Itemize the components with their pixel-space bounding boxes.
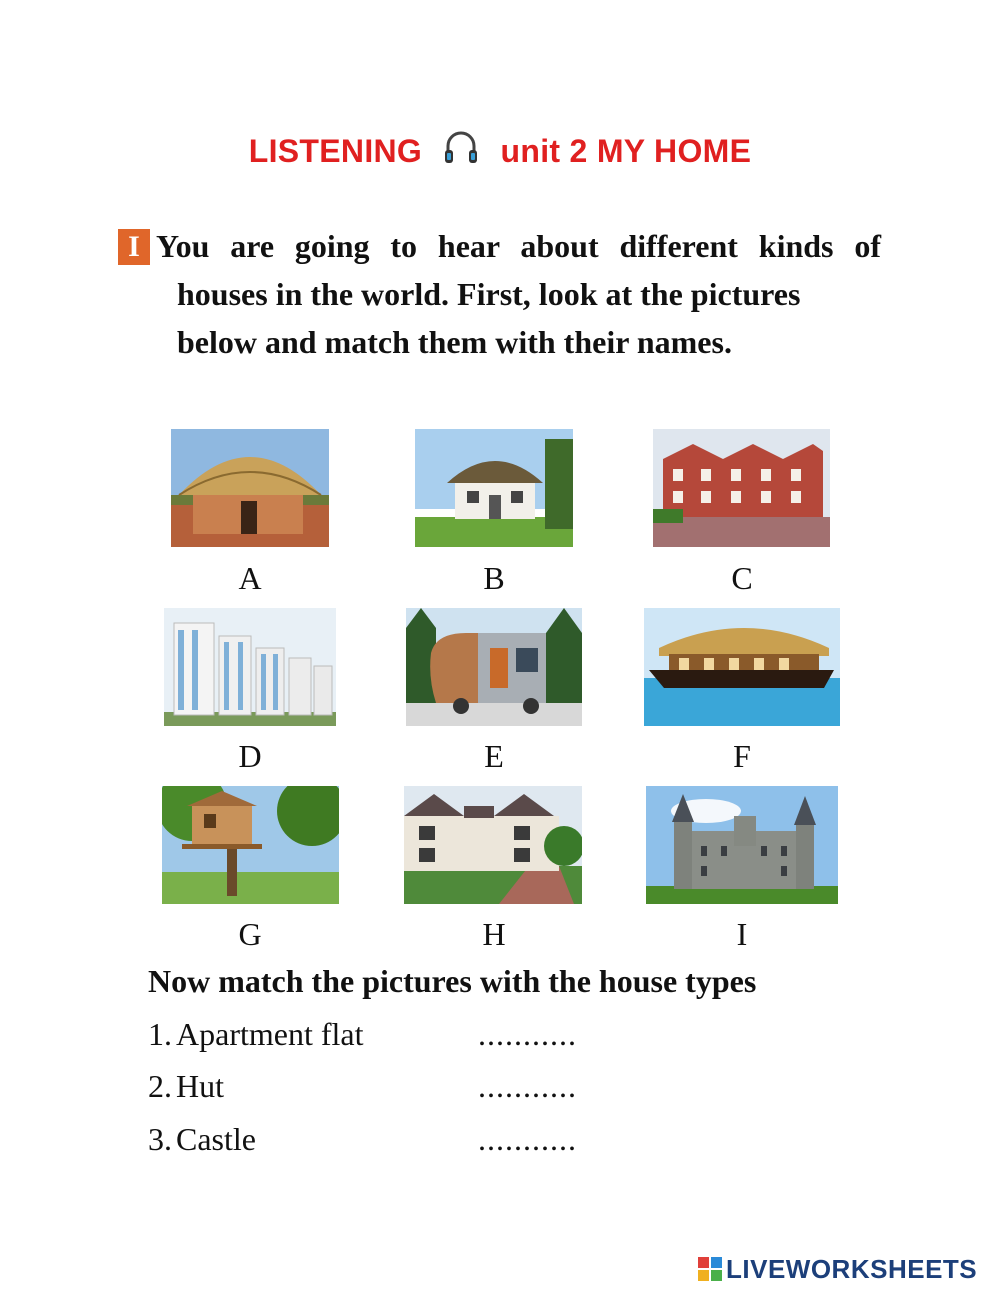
matching-item-2 bbox=[148, 1068, 224, 1105]
matching-item-1 bbox=[148, 1016, 363, 1053]
picture-label: C bbox=[731, 560, 753, 596]
answer-blank-3[interactable]: ........... bbox=[478, 1121, 577, 1157]
worksheet-title bbox=[0, 128, 1000, 176]
picture-h-semi-detached-houses bbox=[404, 786, 582, 904]
picture-d-apartment-blocks bbox=[164, 608, 336, 726]
picture-f-houseboat bbox=[644, 608, 840, 726]
picture-label: E bbox=[484, 738, 504, 774]
picture-b-thatched-cottage bbox=[415, 429, 573, 547]
picture-label: D bbox=[238, 738, 262, 774]
item-label: Apartment flat bbox=[176, 1016, 364, 1052]
title-listening: LISTENING bbox=[248, 133, 423, 169]
matching-item-3 bbox=[148, 1121, 256, 1158]
title-unit: unit 2 MY HOME bbox=[500, 133, 752, 169]
section-badge: I bbox=[118, 229, 150, 265]
item-number: 3. bbox=[148, 1121, 172, 1157]
instruction-line-2: houses in the world. First, look at the pictures bbox=[177, 276, 801, 312]
liveworksheets-logo bbox=[698, 1254, 977, 1288]
picture-g-tree-house bbox=[162, 786, 339, 904]
picture-label: G bbox=[238, 916, 262, 952]
picture-label: A bbox=[238, 560, 262, 596]
item-number: 1. bbox=[148, 1016, 172, 1052]
item-label: Hut bbox=[176, 1068, 224, 1104]
liveworksheets-logo-icon bbox=[698, 1257, 722, 1288]
picture-label: H bbox=[482, 916, 506, 952]
answer-blank-2[interactable]: ........... bbox=[478, 1068, 577, 1104]
picture-label: F bbox=[733, 738, 751, 774]
picture-e-caravan bbox=[406, 608, 582, 726]
picture-label: I bbox=[736, 916, 748, 952]
instruction-line-1: You are going to hear about different kinds of bbox=[156, 228, 881, 264]
headphones-icon bbox=[441, 128, 481, 176]
matching-heading: Now match the pictures with the house types bbox=[148, 963, 757, 999]
item-number: 2. bbox=[148, 1068, 172, 1104]
picture-label: B bbox=[483, 560, 505, 596]
item-label: Castle bbox=[176, 1121, 256, 1157]
picture-c-terraced-houses bbox=[653, 429, 830, 547]
picture-a-thatched-hut bbox=[171, 429, 329, 547]
brand-text: LIVEWORKSHEETS bbox=[726, 1254, 978, 1284]
instruction-line-3: below and match them with their names. bbox=[177, 324, 732, 360]
picture-i-castle bbox=[646, 786, 838, 904]
answer-blank-1[interactable]: ........... bbox=[478, 1016, 577, 1052]
